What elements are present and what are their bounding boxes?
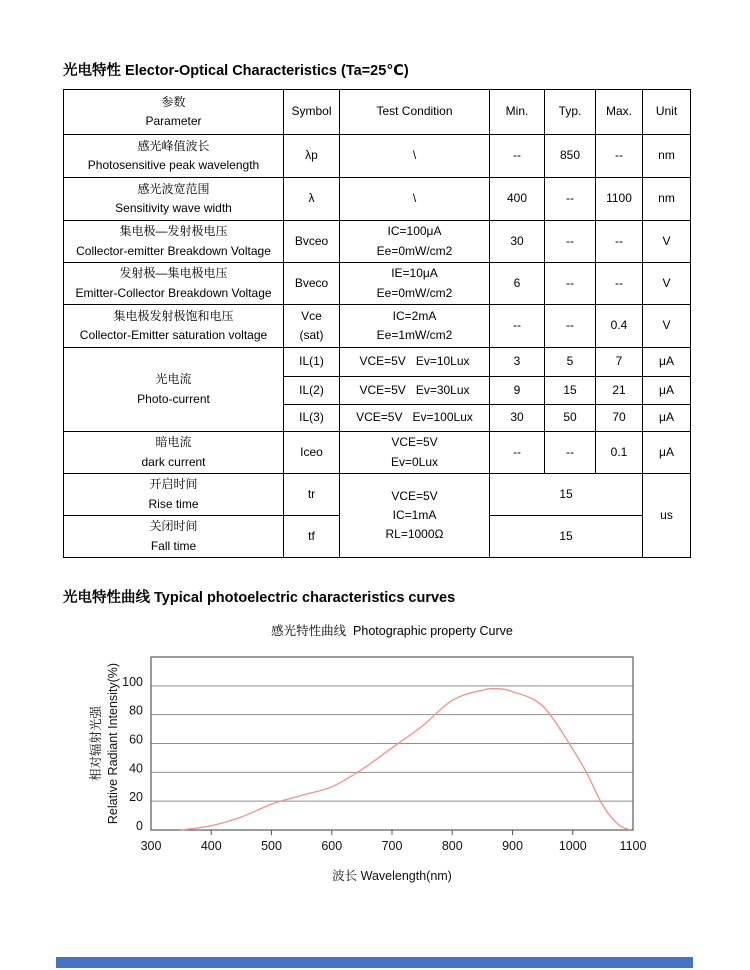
y-tick-label: 20	[129, 790, 143, 805]
y-axis-label-en: Relative Radiant Intensity(%)	[106, 662, 120, 825]
typ-cell: --	[545, 305, 596, 348]
col-header-unit: Unit	[643, 90, 691, 135]
typ-cell: 15	[545, 377, 596, 405]
table-row-dark-current	[64, 432, 691, 474]
min-cell: --	[490, 432, 545, 474]
max-cell: --	[596, 263, 643, 305]
table-row-wave-width	[64, 178, 691, 221]
param-cell: 暗电流 dark current	[64, 432, 284, 474]
condition-cell: VCE=5V Ev=10Lux	[340, 348, 490, 377]
condition-cell: \	[340, 178, 490, 221]
symbol-cell: IL(3)	[284, 405, 340, 432]
unit-cell: μA	[643, 377, 691, 405]
typ-cell: 850	[545, 135, 596, 178]
min-cell: 3	[490, 348, 545, 377]
table-row-rise-time	[64, 474, 691, 516]
param-cell: 集电极—发射极电压 Collector-emitter Breakdown Voltage	[64, 221, 284, 263]
col-header-parameter: 参数 Parameter	[64, 90, 284, 135]
param-cell: 感光波宽范围 Sensitivity wave width	[64, 178, 284, 221]
param-cell: 开启时间 Rise time	[64, 474, 284, 516]
condition-cell: VCE=5V Ev=30Lux	[340, 377, 490, 405]
typ-cell: --	[545, 221, 596, 263]
y-axis-label-zh: 相对辐射光强	[89, 705, 103, 782]
x-axis-label: 波长 Wavelength(nm)	[332, 869, 452, 883]
min-cell: 9	[490, 377, 545, 405]
unit-cell-time: us	[643, 474, 691, 558]
x-tick-label: 900	[502, 839, 523, 853]
condition-cell: VCE=5V Ev=0Lux	[340, 432, 490, 474]
typ-cell: --	[545, 178, 596, 221]
x-tick-label: 800	[441, 839, 463, 853]
typ-cell: 5	[545, 348, 596, 377]
max-cell: --	[596, 135, 643, 178]
symbol-cell: Bveco	[284, 263, 340, 305]
max-cell: 7	[596, 348, 643, 377]
chart-title: 感光特性曲线 Photographic property Curve	[271, 624, 513, 638]
symbol-cell: Vce (sat)	[284, 305, 340, 348]
symbol-cell: tf	[284, 516, 340, 558]
unit-cell: nm	[643, 135, 691, 178]
param-cell: 关闭时间 Fall time	[64, 516, 284, 558]
min-cell: 30	[490, 405, 545, 432]
x-tick-label: 600	[321, 839, 343, 853]
param-cell: 发射极—集电极电压 Emitter-Collector Breakdown Voltage	[64, 263, 284, 305]
condition-cell: IE=10μA Ee=0mW/cm2	[340, 263, 490, 305]
unit-cell: V	[643, 305, 691, 348]
max-cell: 70	[596, 405, 643, 432]
min-cell: 6	[490, 263, 545, 305]
y-tick-label: 40	[129, 761, 143, 776]
x-tick-label: 1000	[558, 839, 587, 853]
unit-cell: V	[643, 263, 691, 305]
x-tick-label: 700	[381, 839, 403, 853]
y-tick-label: 0	[136, 819, 143, 833]
table-row-vce-sat	[64, 305, 691, 348]
condition-cell-time: VCE=5V IC=1mA RL=1000Ω	[340, 474, 490, 558]
symbol-cell: Bvceo	[284, 221, 340, 263]
typ-cell: 50	[545, 405, 596, 432]
unit-cell: μA	[643, 405, 691, 432]
max-cell: 21	[596, 377, 643, 405]
symbol-cell: Iceo	[284, 432, 340, 474]
min-cell: --	[490, 135, 545, 178]
value-cell-fall: 15	[490, 516, 643, 558]
value-cell-rise: 15	[490, 474, 643, 516]
section-title-curves: 光电特性曲线 Typical photoelectric characteristics curves	[63, 590, 456, 606]
symbol-cell: IL(2)	[284, 377, 340, 405]
max-cell: 0.4	[596, 305, 643, 348]
table-row-bvceo	[64, 221, 691, 263]
section-title-eo-characteristics: 光电特性 Elector-Optical Characteristics (Ta=25℃)	[63, 63, 409, 79]
table-header-row	[64, 90, 691, 135]
condition-cell: IC=100μA Ee=0mW/cm2	[340, 221, 490, 263]
min-cell: 30	[490, 221, 545, 263]
x-tick-label: 400	[200, 839, 222, 853]
symbol-cell: λ	[284, 178, 340, 221]
table-row-photocurrent-il1	[64, 348, 691, 377]
param-cell-photocurrent: 光电流 Photo-current	[64, 348, 284, 432]
x-tick-label: 300	[140, 839, 162, 853]
x-tick-label: 500	[261, 839, 282, 853]
max-cell: 1100	[596, 178, 643, 221]
col-header-symbol: Symbol	[284, 90, 340, 135]
footer-accent-bar	[56, 957, 693, 968]
typ-cell: --	[545, 263, 596, 305]
y-tick-label: 80	[129, 703, 143, 718]
col-header-min: Min.	[490, 90, 545, 135]
unit-cell: nm	[643, 178, 691, 221]
condition-cell: IC=2mA Ee=1mW/cm2	[340, 305, 490, 348]
min-cell: 400	[490, 178, 545, 221]
photocurve-chart	[60, 645, 700, 890]
condition-cell: \	[340, 135, 490, 178]
symbol-cell: tr	[284, 474, 340, 516]
max-cell: --	[596, 221, 643, 263]
param-cell: 集电极发射极饱和电压 Collector-Emitter saturation voltage	[64, 305, 284, 348]
min-cell: --	[490, 305, 545, 348]
x-tick-label: 1100	[619, 839, 647, 853]
max-cell: 0.1	[596, 432, 643, 474]
col-header-max: Max.	[596, 90, 643, 135]
unit-cell: μA	[643, 432, 691, 474]
col-header-condition: Test Condition	[340, 90, 490, 135]
unit-cell: V	[643, 221, 691, 263]
typ-cell: --	[545, 432, 596, 474]
eo-characteristics-table	[63, 89, 691, 558]
y-tick-label: 100	[122, 674, 143, 689]
col-header-typ: Typ.	[545, 90, 596, 135]
table-row-peak-wavelength	[64, 135, 691, 178]
table-row-bveco	[64, 263, 691, 305]
intensity-curve	[181, 689, 630, 830]
symbol-cell: λp	[284, 135, 340, 178]
symbol-cell: IL(1)	[284, 348, 340, 377]
unit-cell: μA	[643, 348, 691, 377]
y-tick-label: 60	[129, 732, 143, 747]
condition-cell: VCE=5V Ev=100Lux	[340, 405, 490, 432]
param-cell: 感光峰值波长 Photosensitive peak wavelength	[64, 135, 284, 178]
